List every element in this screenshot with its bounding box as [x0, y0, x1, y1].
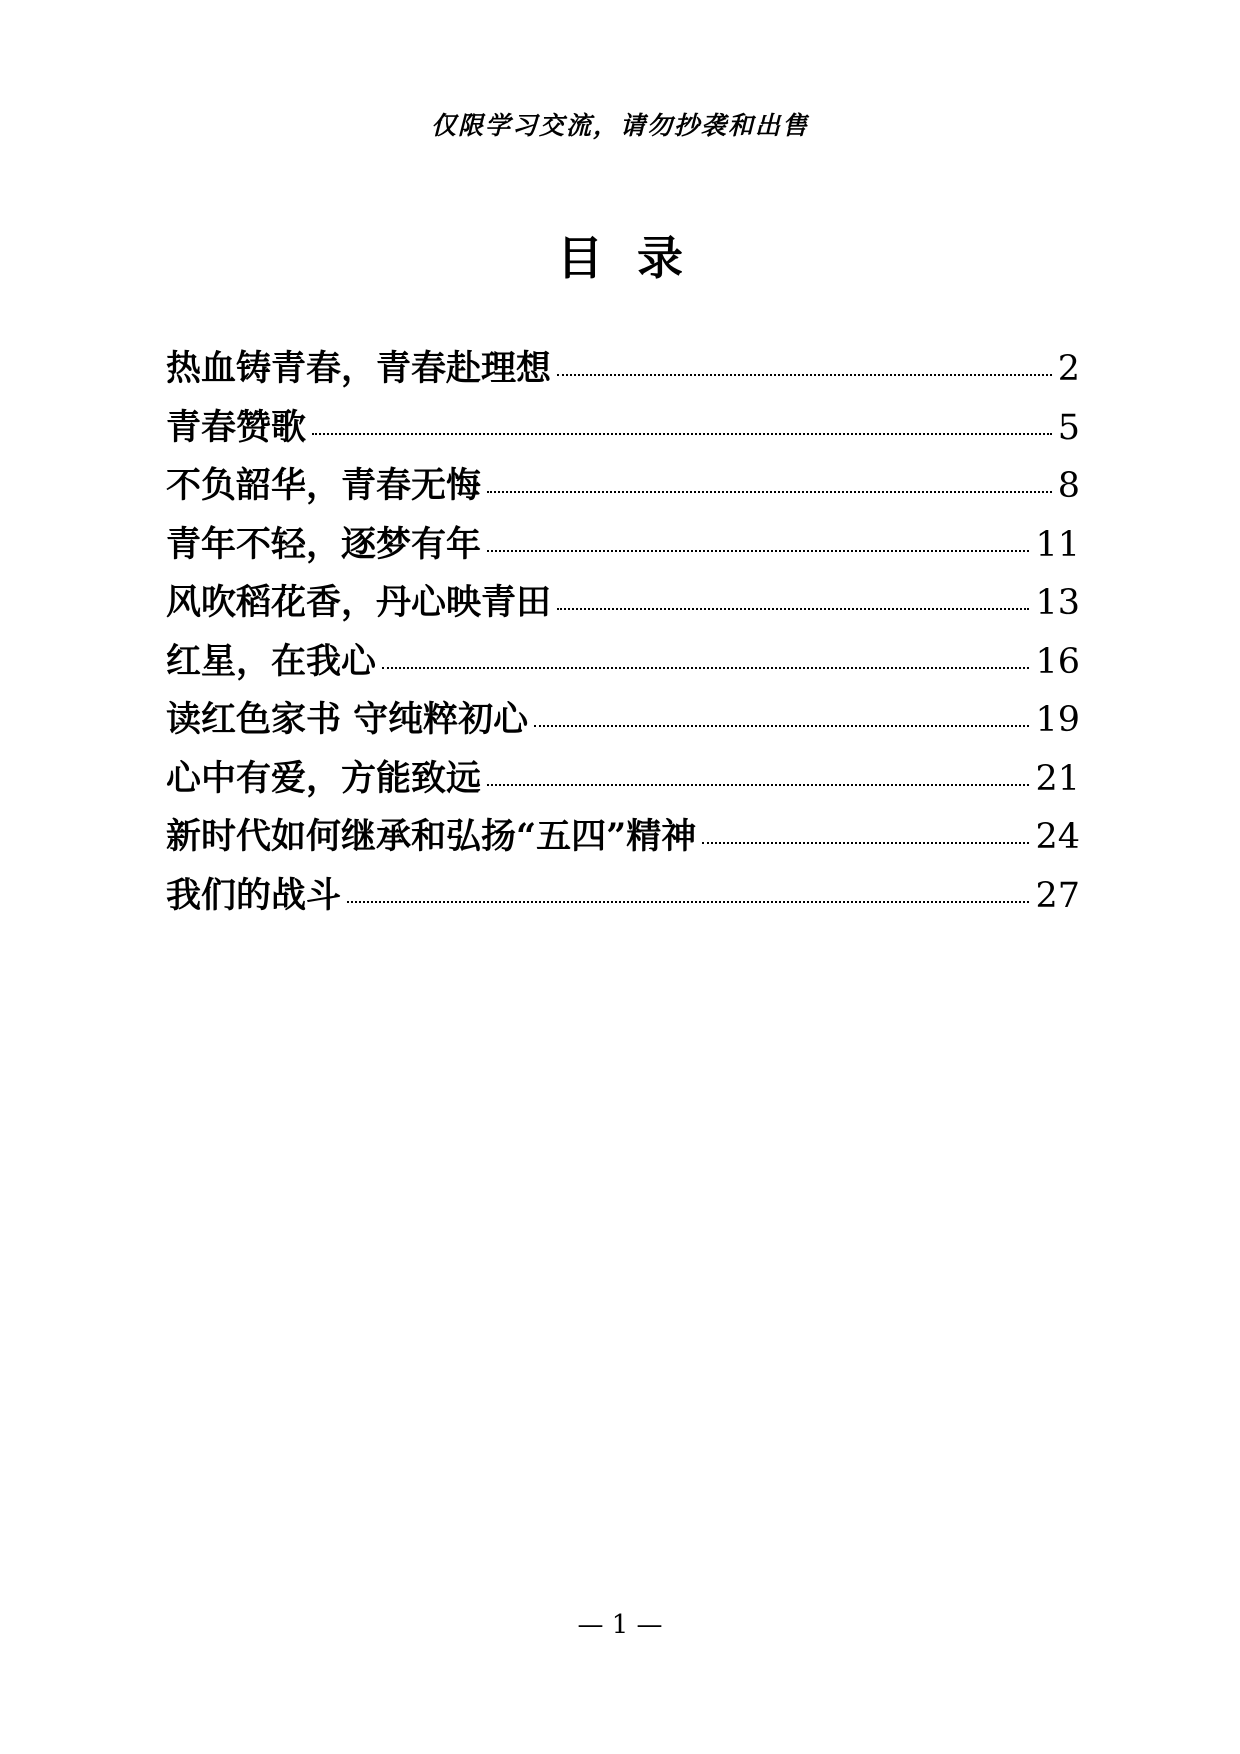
toc-entry[interactable] — [166, 867, 1080, 926]
dot-leader — [487, 550, 1029, 552]
toc-entry[interactable] — [166, 808, 1080, 867]
dot-leader — [534, 725, 1029, 727]
page-number-footer: — 1 — — [577, 1610, 663, 1640]
toc-entry[interactable] — [166, 457, 1080, 516]
toc-entry-page: 11 — [1035, 524, 1080, 565]
toc-entry-title: 热血铸青春，青春赴理想 — [166, 348, 552, 389]
table-of-contents — [166, 340, 1080, 925]
dot-leader — [382, 667, 1029, 669]
toc-entry-page: 19 — [1035, 700, 1080, 740]
toc-entry-page: 13 — [1035, 583, 1080, 623]
dot-leader — [557, 374, 1052, 376]
dot-leader — [312, 433, 1052, 435]
dot-leader — [487, 784, 1029, 786]
dot-leader — [487, 491, 1052, 493]
header-note: 仅限学习交流，请勿抄袭和出售 — [430, 111, 809, 140]
dot-leader — [557, 608, 1029, 610]
toc-entry-title: 新时代如何继承和弘扬“五四”精神 — [166, 816, 697, 857]
toc-entry-page: 24 — [1035, 817, 1080, 857]
toc-entry-page: 21 — [1035, 758, 1080, 799]
toc-entry[interactable] — [166, 516, 1080, 575]
toc-entry-title: 心中有爱，方能致远 — [166, 757, 482, 799]
toc-entry[interactable] — [166, 750, 1080, 809]
toc-entry-page: 8 — [1057, 466, 1080, 506]
toc-entry[interactable] — [166, 691, 1080, 750]
toc-entry-title: 风吹稻花香，丹心映青田 — [166, 582, 552, 623]
toc-entry-title: 青年不轻，逐梦有年 — [166, 523, 482, 565]
toc-entry[interactable] — [166, 399, 1080, 458]
toc-entry[interactable] — [166, 574, 1080, 633]
toc-entry-title: 我们的战斗 — [166, 874, 342, 916]
page-title: 目录 — [557, 231, 717, 285]
dot-leader — [702, 842, 1029, 844]
toc-entry-page: 2 — [1057, 349, 1080, 389]
toc-entry-page: 16 — [1035, 641, 1080, 682]
toc-entry-page: 27 — [1035, 875, 1080, 916]
toc-entry[interactable] — [166, 340, 1080, 399]
toc-entry[interactable] — [166, 633, 1080, 692]
dot-leader — [347, 901, 1029, 903]
toc-entry-title: 青春赞歌 — [166, 406, 307, 448]
toc-entry-page: 5 — [1057, 407, 1080, 448]
toc-entry-title: 红星，在我心 — [166, 640, 377, 682]
toc-entry-title: 不负韶华，青春无悔 — [166, 465, 482, 506]
toc-entry-title: 读红色家书 守纯粹初心 — [166, 699, 529, 740]
